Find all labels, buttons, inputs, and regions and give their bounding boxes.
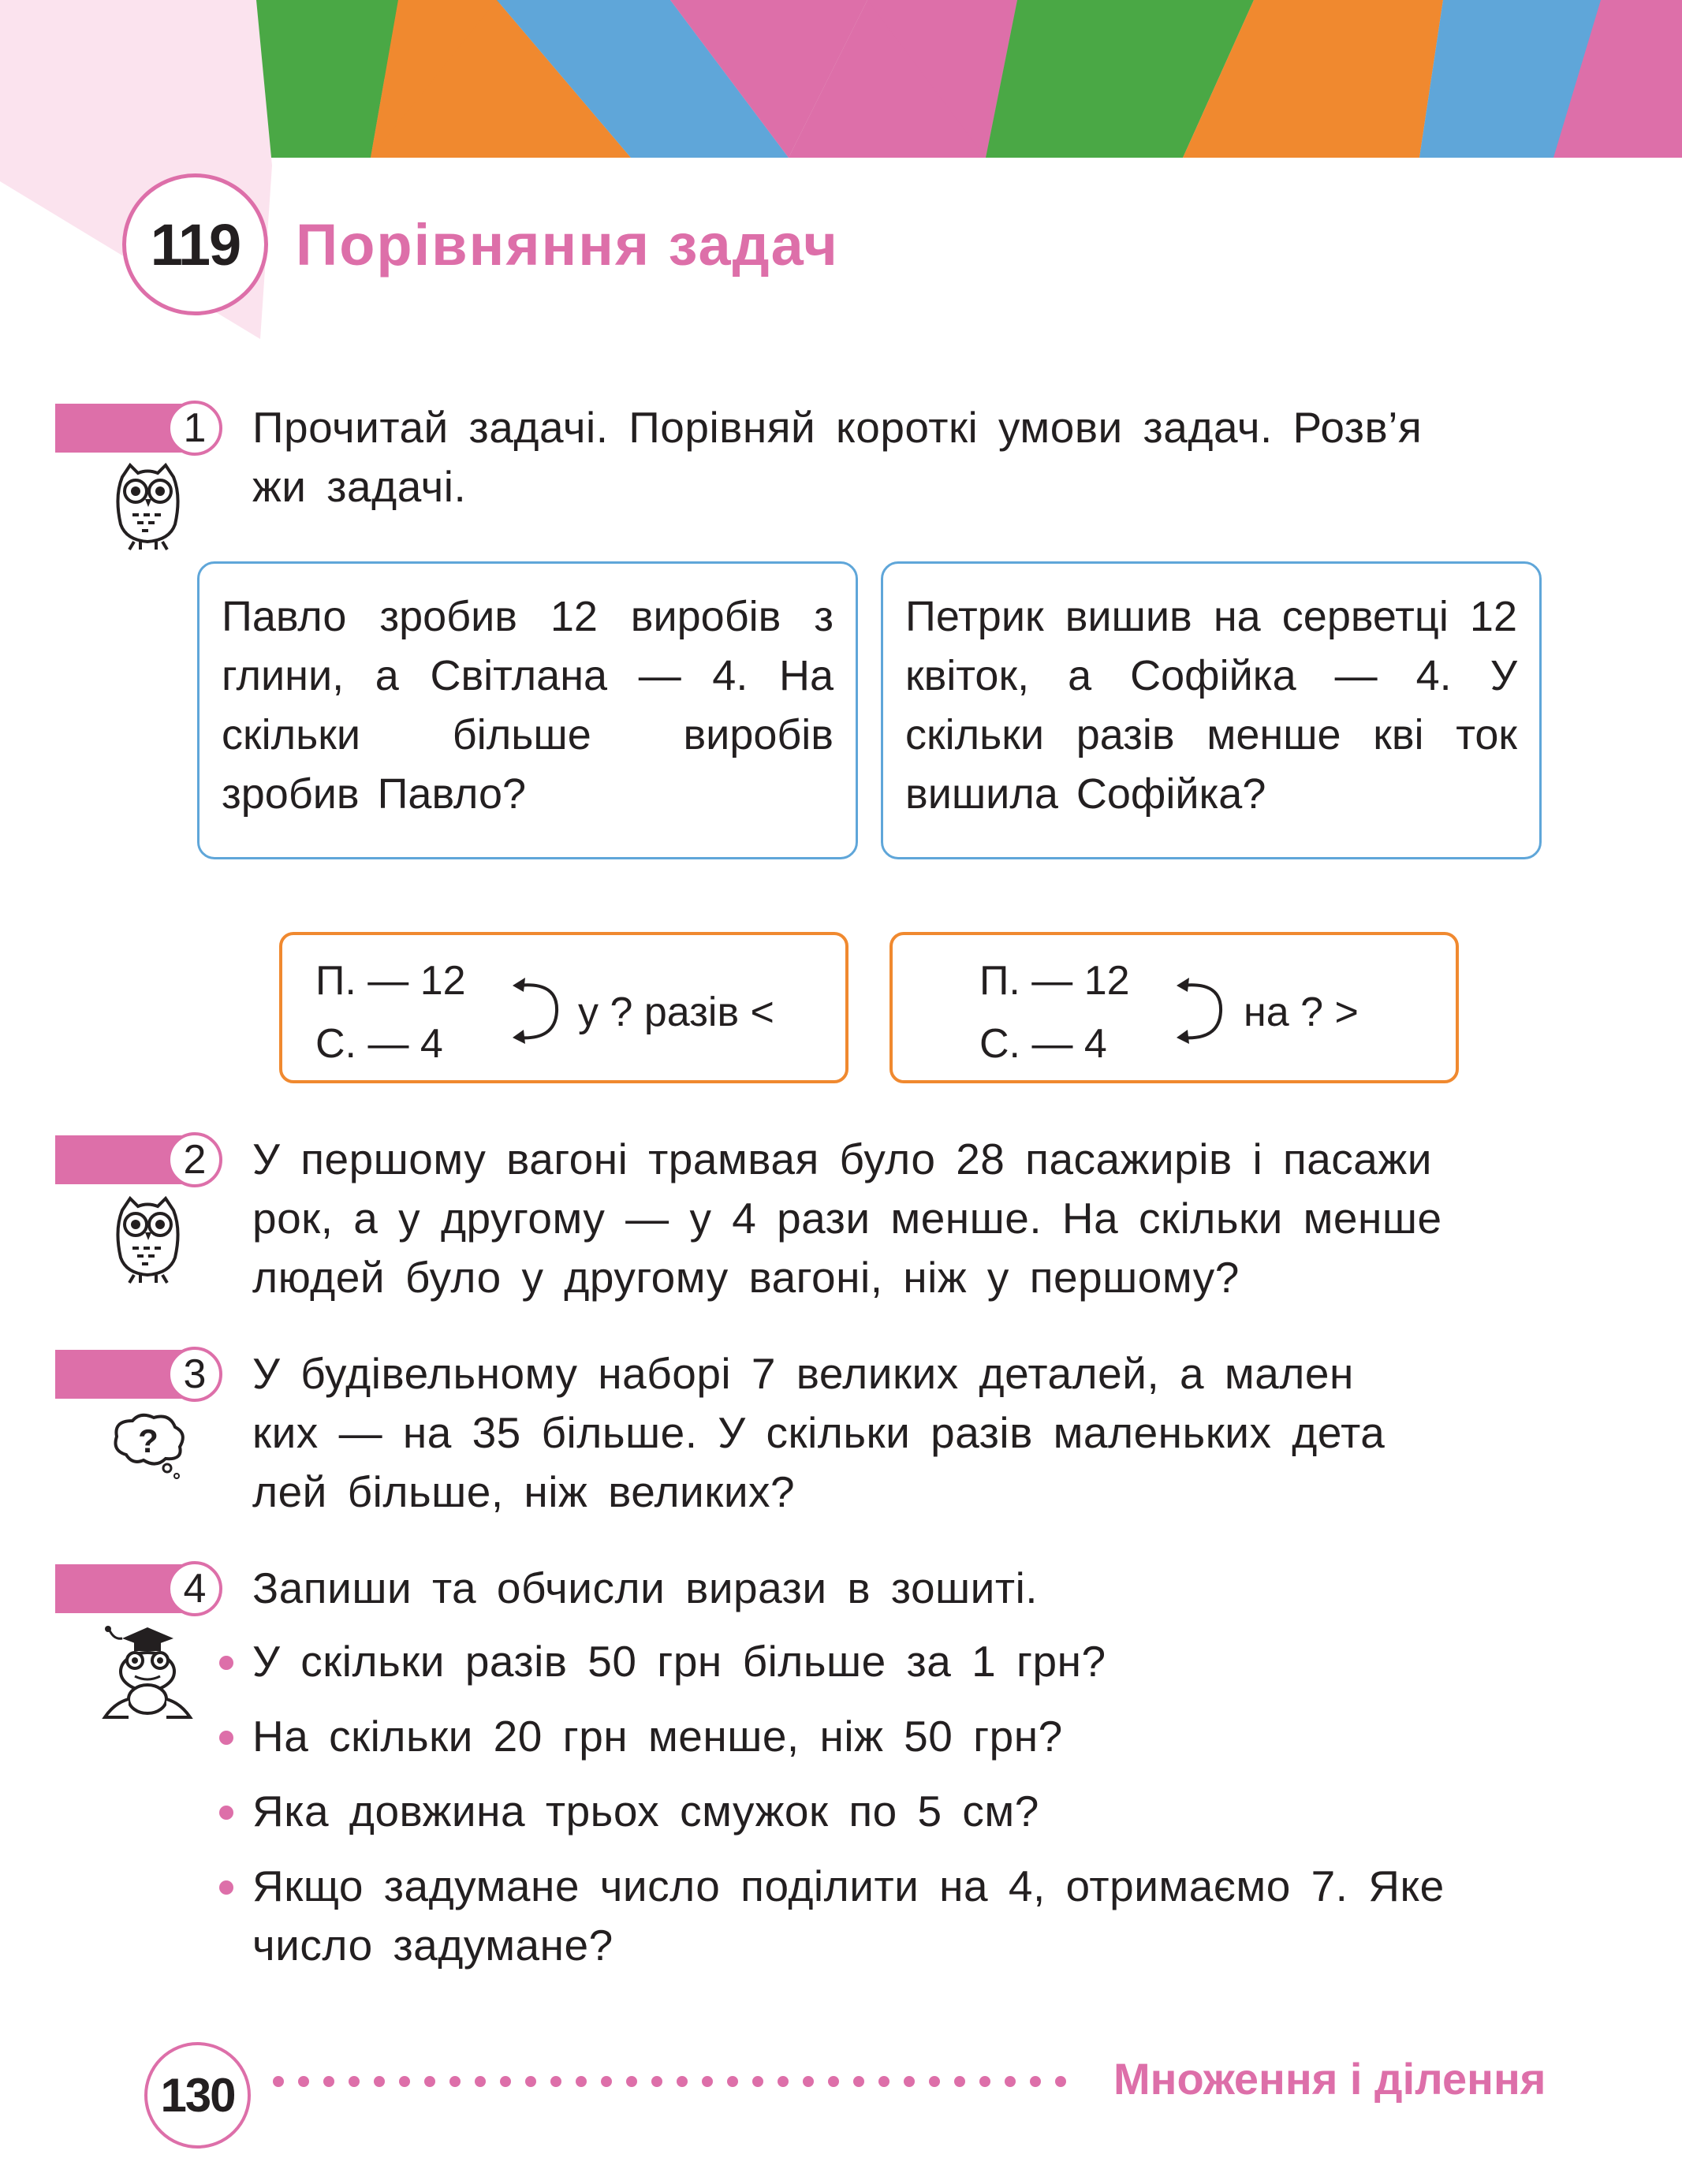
- condition-a-row-1: П. — 12: [315, 958, 466, 1004]
- task-4-bullet-4-continued: число задумане?: [252, 1921, 614, 1970]
- task-2-line-3: людей було у другому вагоні, ніж у першому?: [252, 1253, 1240, 1302]
- bullet-dot: [219, 1806, 233, 1820]
- page-number: 130: [160, 2069, 235, 2122]
- owl-icon: [110, 1194, 185, 1285]
- task-4-bullet-1: У скільки разів 50 грн більше за 1 грн?: [252, 1637, 1106, 1686]
- task-4-bullet-2: На скільки 20 грн менше, ніж 50 грн?: [252, 1712, 1063, 1761]
- task-1-line-1: Прочитай задачі. Порівняй короткі умови задач. Розв’я: [252, 403, 1423, 452]
- bullet-dot: [219, 1880, 233, 1895]
- thought-bubble-question-icon: [110, 1411, 189, 1482]
- frog-graduate-icon: [99, 1624, 197, 1723]
- task-1-line-2: жи задачі.: [252, 462, 467, 511]
- condition-a-question: у ? разів <: [578, 990, 774, 1035]
- bullet-dot: [219, 1656, 233, 1670]
- dotted-divider: [272, 2070, 1084, 2093]
- lesson-title: Порівняння задач: [296, 212, 839, 278]
- bullet-dot: [219, 1731, 233, 1745]
- task-3-line-1: У будівельному наборі 7 великих деталей, а мален: [252, 1349, 1354, 1398]
- owl-icon: [110, 461, 185, 552]
- task-1-number: 1: [167, 401, 222, 456]
- task-2-line-1: У першому вагоні трамвая було 28 пасажирів і пасажи: [252, 1135, 1432, 1183]
- condition-b-question: на ? >: [1244, 990, 1359, 1035]
- task-4-bullet-4: Якщо задумане число поділити на 4, отримаємо 7. Яке: [252, 1862, 1445, 1910]
- task-4-number: 4: [167, 1561, 222, 1616]
- bracket-arrow-icon: [1175, 968, 1238, 1055]
- problem-box-b: Петрик вишив на серветці 12 квіток, а Софійка — 4. У скільки разів менше кві ток вишила Софійка?: [881, 561, 1542, 859]
- task-3-number: 3: [167, 1347, 222, 1402]
- lesson-number: 119: [150, 211, 241, 278]
- task-3-line-2: ких — на 35 більше. У скільки разів маленьких дета: [252, 1408, 1386, 1457]
- bracket-arrow-icon: [511, 968, 574, 1055]
- task-4-bullet-3: Яка довжина трьох смужок по 5 см?: [252, 1787, 1039, 1836]
- task-3-line-3: лей більше, ніж великих?: [252, 1467, 796, 1516]
- condition-b-row-2: С. — 4: [979, 1021, 1107, 1067]
- condition-b-row-1: П. — 12: [979, 958, 1130, 1004]
- section-name: Множення і ділення: [1113, 2054, 1546, 2104]
- condition-box-b: [889, 932, 1459, 1083]
- svg-text:?: ?: [138, 1422, 159, 1459]
- condition-box-a: [279, 932, 848, 1083]
- page-number-badge: [144, 2042, 251, 2149]
- condition-a-row-2: С. — 4: [315, 1021, 443, 1067]
- problem-box-a: Павло зробив 12 виробів з глини, а Світлана — 4. На скільки більше виробів зробив Павло?: [197, 561, 858, 859]
- task-4-line-1: Запиши та обчисли вирази в зошиті.: [252, 1563, 1039, 1612]
- task-2-line-2: рок, а у другому — у 4 рази менше. На скільки менше: [252, 1194, 1442, 1243]
- lesson-number-badge: [122, 173, 268, 315]
- task-2-number: 2: [167, 1132, 222, 1187]
